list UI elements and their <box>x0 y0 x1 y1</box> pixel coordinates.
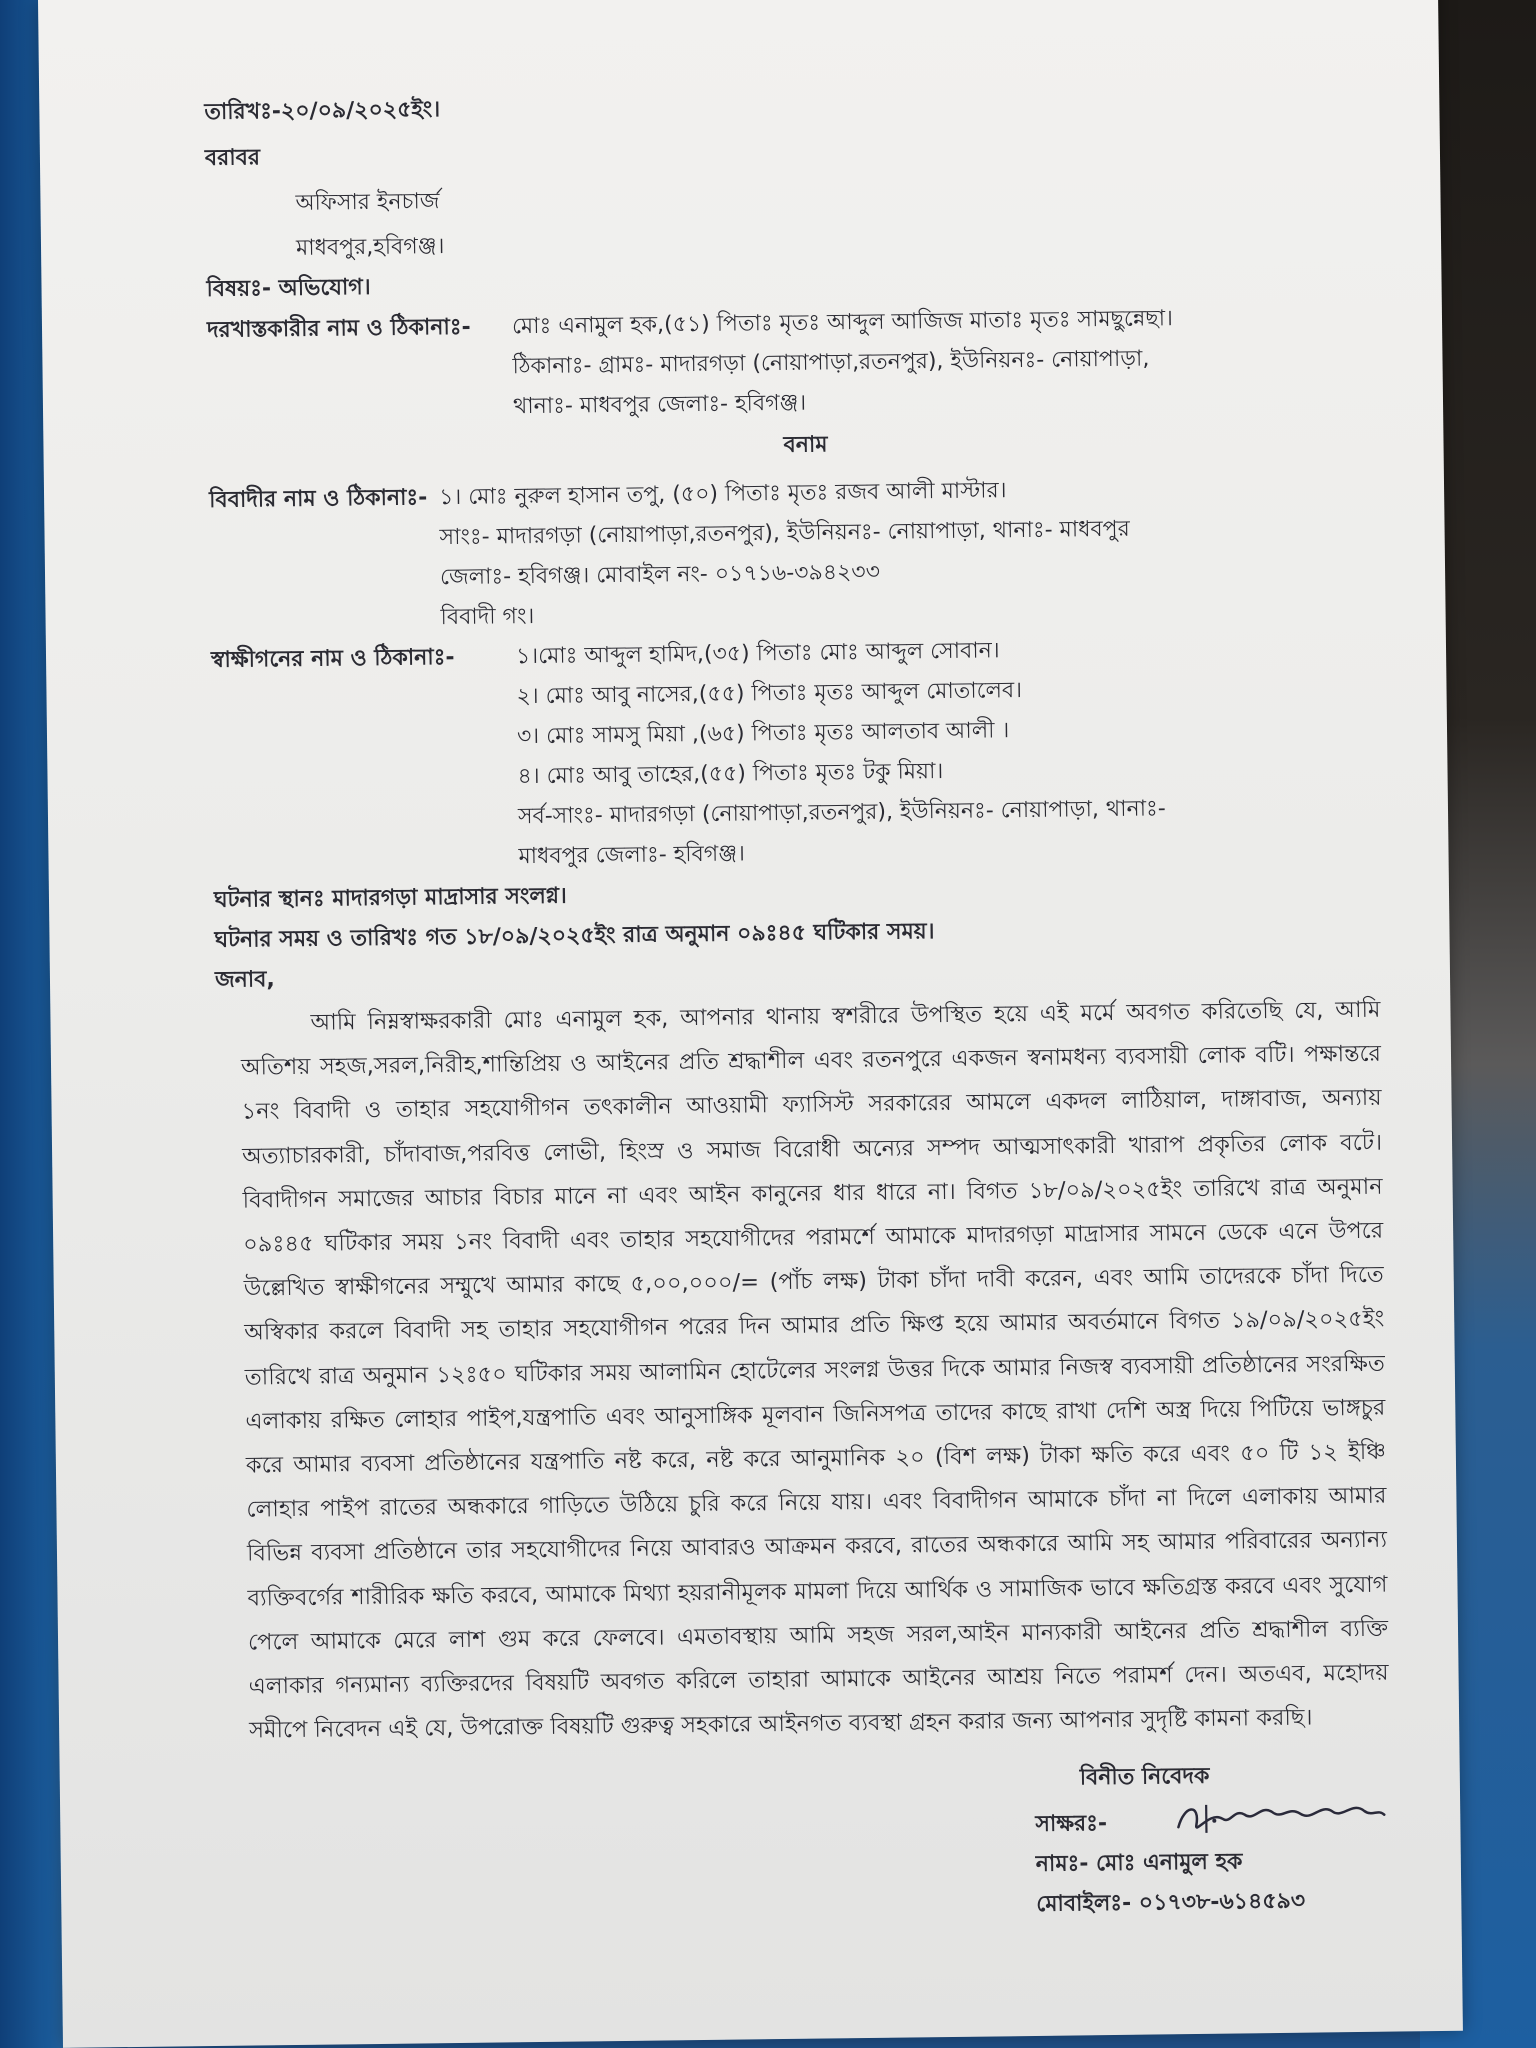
to-label: বরাবর <box>204 145 261 171</box>
witness-district-line: মাধবপুর জেলাঃ- হবিগঞ্জ। <box>518 841 746 870</box>
signature-label: সাক্ষরঃ- <box>1035 1811 1108 1837</box>
applicant-district-line: থানাঃ- মাধবপুর জেলাঃ- হবিগঞ্জ। <box>512 390 807 420</box>
sender-mobile: মোবাইলঃ- ০১৭৩৮-৬১৪৫৯৩ <box>1036 1888 1306 1917</box>
complaint-letter-page <box>38 0 1463 2048</box>
witness-item: ৩। মোঃ সামসু মিয়া ,(৬৫) পিতাঃ মৃতঃ আলতাব আলী । <box>516 718 1010 750</box>
witness-address-line: সর্ব-সাংঃ- মাদারগড়া (নোয়াপাড়া,রতনপুর), ইউনিয়নঃ- নোয়াপাড়া, থানাঃ- <box>517 796 1166 830</box>
witness-item: ৪। মোঃ আবু তাহের,(৫৫) পিতাঃ মৃতঃ টকু মিয়া। <box>517 758 944 790</box>
closing-line: বিনীত নিবেদক <box>1079 1763 1210 1791</box>
applicant-name-line: মোঃ এনামুল হক,(৫১) পিতাঃ মৃতঃ আব্দুল আজিজ মাতাঃ মৃতঃ সামছুন্নেছা। <box>511 306 1174 340</box>
letter-date: তারিখঃ-২০/০৯/২০২৫ইং। <box>204 97 441 125</box>
letter-body: আমি নিম্নস্বাক্ষরকারী মোঃ এনামুল হক, আপনার থানায় স্বশরীরে উপস্থিত হয়ে এই মর্মে অবগত করিতেছি যে, আমি অতিশয় সহজ,সরল,নিরীহ,শান্তিপ্রিয় ও আইনের প্রতি শ্রদ্ধাশীল এবং রতনপুরে একজন স্বনামধন্য ব্যবসায়ী লোক বটি। পক্ষান্তরে ১নং বিবাদী ও তাহার সহযোগীগন তৎকালীন আওয়ামী ফ্যাসিস্ট সরকারের আমলে একদল লাঠিয়াল, দাঙ্গাবাজ, অন্যায় অত্যাচারকারী, চাঁদাবাজ,পরবিত্ত লোভী, হিংস্র ও সমাজ বিরোধী অন্যের সম্পদ আত্মসাৎকারী খারাপ প্রকৃতির লোক বটে। বিবাদীগন সমাজের আচার বিচার মানে না এবং আইন কানুনের ধার ধারে না। বিগত ১৮/০৯/২০২৫ইং তারিখে রাত্র অনুমান ০৯ঃ৪৫ ঘটিকার সময় ১নং বিবাদী এবং তাহার সহযোগীদের পরামর্শে আমাকে মাদারগড়া মাদ্রাসার সামনে ডেকে এনে উপরে উল্লেখিত স্বাক্ষীগনের সম্মুখে আমার কাছে ৫,০০,০০০/= (পাঁচ লক্ষ) টাকা চাঁদা দাবী করেন, এবং আমি তাদেরকে চাঁদা দিতে অস্বিকার করলে বিবাদী সহ তাহার সহযোগীগন পরের দিন আমার প্রতি ক্ষিপ্ত হয়ে আমার অবর্তমানে বিগত ১৯/০৯/২০২৫ইং তারিখে রাত্র অনুমান ১২ঃ৫০ ঘটিকার সময় আলামিন হোটেলের সংলগ্ন উত্তর দিকে আমার নিজস্ব ব্যবসায়ী প্রতিষ্ঠানের সংরক্ষিত এলাকায় রক্ষিত লোহার পাইপ,যন্ত্রপাতি এবং আনুসাঙ্গিক মূলবান জিনিসপত্র তাদের কাছে রাখা দেশি অস্ত্র দিয়ে পিটিয়ে ভাঙ্গচুর করে আমার ব্যবসা প্রতিষ্ঠানের যন্ত্রপাতি নষ্ট করে, নষ্ট করে আনুমানিক ২০ (বিশ লক্ষ) টাকা ক্ষতি করে এবং ৫০ টি ১২ ইঞ্চি লোহার পাইপ রাতের অন্ধকারে গাড়িতে উঠিয়ে চুরি করে নিয়ে যায়। এবং বিবাদীগন আমাকে চাঁদা না দিলে এলাকায় আমার বিভিন্ন ব্যবসা প্রতিষ্ঠানে তার সহযোগীদের নিয়ে আবারও আক্রমন করবে, রাতের অন্ধকারে আমি সহ আমার পরিবারের অন্যান্য ব্যক্তিবর্গের শারীরিক ক্ষতি করবে, আমাকে মিথ্যা হয়রানীমূলক মামলা দিয়ে আর্থিক ও সামাজিক ভাবে ক্ষতিগ্রস্ত করবে এবং সুযোগ পেলে আমাকে মেরে লাশ গুম করে ফেলবে। এমতাবস্থায় আমি সহজ সরল,আইন মান্যকারী আইনের প্রতি শ্রদ্ধাশীল ব্যক্তি এলাকার গন্যমান্য ব্যক্তিরদের বিষয়টি অবগত করিলে তাহারা আমাকে আইনের আশ্রয় নিতে পরামর্শ দেন। অতএব, মহোদয় সমীপে নিবেদন এই যে, উপরোক্ত বিষয়টি গুরুত্ব সহকারে আইনগত ব্যবস্থা গ্রহন করার জন্য আপনার সুদৃষ্টি কামনা করছি। <box>240 996 1389 1744</box>
accused-mobile-line: জেলাঃ- হবিগঞ্জ। মোবাইল নং- ০১৭১৬-৩৯৪২৩৩ <box>439 559 881 591</box>
witness-item: ১।মোঃ আব্দুল হামিদ,(৩৫) পিতাঃ মোঃ আব্দুল সোবান। <box>515 638 1000 670</box>
recipient-location: মাধবপুর,হবিগঞ্জ। <box>295 234 445 261</box>
versus-heading: বনাম <box>783 432 828 458</box>
accused-address-line: সাংঃ- মাদারগড়া (নোয়াপাড়া,রতনপুর), ইউনিয়নঃ- নোয়াপাড়া, থানাঃ- মাধবপুর <box>439 516 1130 551</box>
accused-name-line: ১। মোঃ নুরুল হাসান তপু, (৫০) পিতাঃ মৃতঃ রজব আলী মাস্টার। <box>438 478 1007 511</box>
applicant-label: দরখাস্তকারীর নাম ও ঠিকানাঃ- <box>206 314 471 343</box>
witnesses-label: স্বাক্ষীগনের নাম ও ঠিকানাঃ- <box>210 644 455 673</box>
sender-name: নামঃ- মোঃ এনামুল হক <box>1035 1849 1243 1877</box>
incident-place: ঘটনার স্থানঃ মাদারগড়া মাদ্রাসার সংলগ্ন। <box>213 883 567 913</box>
accused-group-line: বিবাদী গং। <box>440 603 535 631</box>
witness-item: ২। মোঃ আবু নাসের,(৫৫) পিতাঃ মৃতঃ আব্দুল মোতালেব। <box>516 678 1023 710</box>
accused-label: বিবাদীর নাম ও ঠিকানাঃ- <box>208 485 428 513</box>
applicant-address-line: ঠিকানাঃ- গ্রামঃ- মাদারগড়া (নোয়াপাড়া,রতনপুর), ইউনিয়নঃ- নোয়াপাড়া, <box>512 346 1150 380</box>
recipient-title: অফিসার ইনচার্জ <box>295 189 440 216</box>
handwritten-signature <box>1170 1789 1391 1848</box>
incident-time: ঘটনার সময় ও তারিখঃ গত ১৮/০৯/২০২৫ইং রাত্র অনুমান ০৯ঃ৪৫ ঘটিকার সময়। <box>214 919 935 953</box>
subject-line: বিষয়ঃ- অভিযোগ। <box>206 274 371 302</box>
salutation: জনাব, <box>214 967 275 993</box>
